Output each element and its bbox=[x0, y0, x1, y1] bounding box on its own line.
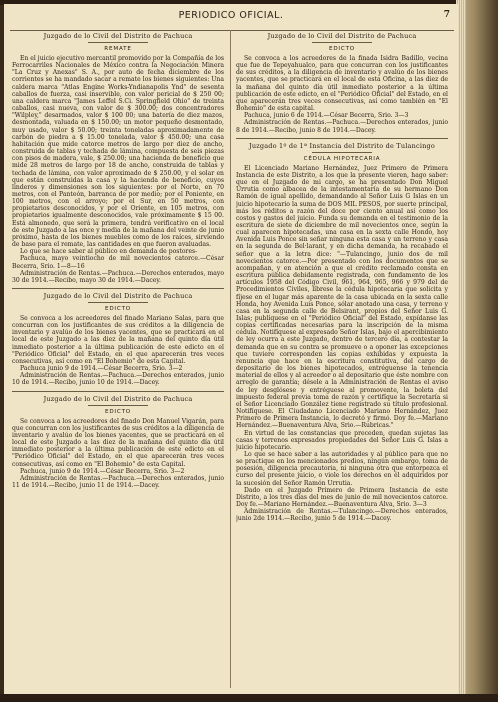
notice-signature: Pachuca, junio 9 de 1914.—César Becerra, Srio. 3—2 bbox=[20, 467, 185, 475]
court-heading: Juzgado 1º de 1ª Instancia del Distrito de Tulancingo bbox=[249, 141, 435, 150]
divider bbox=[88, 405, 148, 406]
divider bbox=[88, 42, 148, 43]
notice-label: EDICTO bbox=[328, 46, 356, 52]
column-divider bbox=[230, 30, 231, 688]
divider bbox=[88, 302, 148, 303]
notice-separator bbox=[12, 288, 224, 289]
divider bbox=[312, 152, 372, 153]
notice-label: REMATE bbox=[104, 46, 132, 52]
notice-receipt: Administración de Rentas.—Pachuca.—Derechos enterados, mayo 30 de 1914.—Recibo, mayo 30 de 1914.—Dacey. bbox=[12, 269, 224, 284]
notice-body: El Licenciado Mariano Hernández, Juez Primero de Primera Instancia de este Distrito, a los que la presente vieren, hago saber: que en el Juzgado de mi cargo, se ha presentado Don Miguel Urrutia como albacea de la intestamentaría de su hermano Don Ramón de igual apellido, demandando al Señor Luis G Islas en un juicio hipotecario la suma de DOS MIL PESOS, por suerte principal, más los réditos a razón del doce por ciento anual así como los costos y gastos del juicio. Funda su demanda en el testimonio de la escritura de siete de diciembre de mil novecientos once, según la cual aparecen hipotecadas, una casa en la sexta calle Hondo, hoy Avenida Luis Ponce sin señar ninguna esta casa y un terreno y casa en la segunda de Bel·larant, y en dicha demanda, ha recabado el señor que a la letra dice: "—Tulancingo, junio dos de mil novecientos catorce.—Por presentado con los documentos que se acompañan, y en atención a que el crédito reclamado consta en escritura pública debidamente registrada, con fundamento de los artículos 1958 del Código Civil, 961, 964, 965, 966 y 979 del de Procedimientos Civiles, líbrese la cédula hipotecaria que solicita y fíjese en el lugar más aparente de la casa ubicada en la sexta calle Honda, hoy Avenida Luis Ponce, sólar anotado una casa, y terreno y casa en la segunda calle de Belsirant, propios del Señor Luis G. Islas; publíquese en el "Periódico Oficial" del Estado, expídanse las copias certificadas necesarias para la inscripción de la misma cédula. Notifíquese al expresado Señor Islas, bajo el apercibimiento de ley ocurra a este Juzgado, dentro de tercero día, a contestar la demanda que en su contra se promueve o a oponer las excepciones que tuviere corresponden las copias exhibidas y expuesta la renuncia que hace en la escritura constitutiva, del cargo de depositario de los bienes hipotecados, entréguense la tenencia material de ellos y al acreedor o al depositario que éste nombre con arreglo de garantía; désele a la Administración de Rentas el aviso de ley desglósese y entréguese al promovente, la boleta del impuesto federal previa toma de razón y certifíque la Secretaría si el Señor Licenciado González tiene registrado su título profesional. Notifíquese. El Ciudadano Licenciado Mariano Hernández, Juez Primero de Primera Instancia, lo decretó y firmó. Doy fe.—Mariano Hernández.—Buenaventura Alva, Srio.—Rubricas." bbox=[236, 164, 448, 430]
notice-separator bbox=[236, 138, 448, 139]
court-heading: Juzgado de lo Civil del Distrito de Pachuca bbox=[267, 32, 417, 40]
newspaper-page bbox=[4, 4, 458, 694]
court-heading: Juzgado de lo Civil del Distrito de Pachuca bbox=[43, 394, 193, 403]
left-column bbox=[12, 30, 224, 690]
page-header bbox=[4, 10, 458, 26]
notice-separator bbox=[12, 391, 224, 392]
notice-receipt: Administración de Rentas.—Pachuca.—Derechos enterados, junio 11 de 1914.—Recibo, junio 11 de 1914.—Dacey. bbox=[12, 474, 224, 489]
page-number: 7 bbox=[443, 10, 450, 20]
notice-body: En virtud de las constancias que preceden, quedan sujetas las casas y terrenos expresados propiedades del Señor Luis G. Islas a juicio hipotecario. bbox=[236, 429, 448, 451]
notice-receipt: Administración de Rentas.—Tulancingo.—Derechos enterados, junio 2de 1914.—Recibo, junio 5 de 1914.—Dacey. bbox=[236, 508, 448, 523]
notice-body: Se convoca a los acreedores de la finada Isidra Badillo, vecina que fue de Tepeyahualco, para que concurran con los justificantes de sus créditos, a la diligencia de inventario y avalúo de los bienes yacentes, que se practicará en el local de esta Oficina, a las diez de la mañana del quinto día útil inmediato posterior a la última publicación de este edicto, en el "Periódico Oficial" del Estado, en el que aparecerán tres veces consecutivas, así como también en "El Bohemio" de esta capital. bbox=[236, 55, 448, 113]
notice-edicto-badillo bbox=[236, 32, 448, 134]
notice-signature: Pachuca, junio 6 de 1914.—César Becerra, Srio. 3—3 bbox=[244, 112, 409, 120]
newspaper-title: PERIODICO OFICIAL. bbox=[178, 10, 284, 21]
notice-label: EDICTO bbox=[104, 408, 132, 415]
notice-edicto-vigaran bbox=[12, 395, 224, 490]
notice-receipt: Administración de Rentas.—Pachuca.—Derechos enterados, junio 8 de 1914.—Recibo, junio 8 de 1914.—Dacey. bbox=[236, 119, 448, 134]
notice-body: Se convoca a los acreedores del finado Mariano Salas, para que concurran con los justificantes de sus créditos a la diligencia de inventario y avalúo de los bienes yacentes, que se practicará en el local de este Juzgado a las diez de la mañana del quinto día útil inmediato posterior a la última publicación de este edicto en el "Periódico Oficial" del Estado, en el que aparecerán tres veces consecutivas, así como en "El Bohemio" de esta Capital. bbox=[12, 315, 224, 365]
notice-receipt: Administración de Rentas.—Pachuca.—Derechos enterados, junio 10 de 1914.—Recibo, junio 10 de 1914.—Dacey. bbox=[12, 372, 224, 387]
notice-body: En el juicio ejecutivo mercantil promovido por la Compañía de los Ferrocarriles Nacionales de México contra la Negociación Minera "La Cruz y Anexas" S. A., por auto de fecha diciembre de los corrientes se ha mandado sacar a remate los bienes siguientes: Una caldera marca "Atlas Engine Works-Yndianapolis Ynd" de sesenta caballos de fuerza, casi inservible, con valor pericial de $ 250 00; una caldera marca "James Leffel S.Ci. Springfield Ohio" de treinta caballos, casi nueva, con valor de $ 300.00; dos concentradores "Wilpley," desarmados, valor $ 100 00; una batería de diez mazos, desmontada, valuada en $ 150.00; un motor pequeño desmontado, muy usado, valor $ 50.00; treinta toneladas aproximadamente de carbón de piedra a $ 15.00 tonelada, valor $ 450.00; una casa habitación que mide catorce metros de largo por diez de ancho, construida de tablas y techada de lámina, compuesta de seis piezas con pisos de madera, vale, $ 250.00; una hacienda de beneficio que mide 28 metros de largo por 18 de ancho, construida de tablas y techada de lámina, con valor aproximado de $ 250.00, y el solar en que están construidas la casa y la hacienda de beneficio, cuyos linderos y dimensiones son los siguientes: por el Norte, en 70 metros, con el Panteón, barranca de por medio; por el Poniente, en 100 metros, con el arroyo; por el Sur, en 50 metros, con propietarios desconocidos, y por el Oriente, en 105 metros, con propietarios igualmente desconocidos, vale próximamente $ 15 00. Está almonedo, que será la primera, tendrá verificativo en el local de este Juzgado a las once y media de la mañana del veinte de junio próximo, hasta de los bienes muebles como de los raíces, sirviendo de base para el remate, las cantidades en que fueron avaluadas. bbox=[12, 55, 224, 249]
notice-body: Se convoca a los acreedores del finado Don Manuel Vigarán, para que concurran con los justificantes de sus créditos a la diligencia de inventario y avalúo de los bienes yacentes, que se practicará en el local de este Juzgado a las diez de la mañana del quinto día útil inmediato posterior a la última publicación de este edicto en el "Periódico Oficial" del Estado, en el que aparecerán tres veces consecutivas, así como en "El Bohemio" de esta Capital. bbox=[12, 417, 224, 468]
court-heading: Juzgado de lo Civil del Distrito de Pachuca bbox=[43, 292, 193, 300]
notice-body: Lo que se hace saber al público en demanda de postores- bbox=[20, 248, 198, 256]
notice-cedula-hipotecaria bbox=[236, 142, 448, 523]
notice-signature: Pachuca, mayo veintiocho de mil novecientos catorce.—César Becerra, Srio. 1—8—16 bbox=[12, 255, 224, 270]
notice-body: Lo que se hace saber a las autoridades y al público para que no se practique en los mencionados predios, ningún embargo, toma de posesión, diligencia precautoria, ni ninguna otra que entorpezca el curso del presente juicio, o viole los derechos en él adquiridos por la sucesión del Señor Ramón Urrutia. bbox=[236, 450, 448, 487]
notice-edicto-salas bbox=[12, 292, 224, 387]
court-heading: Juzgado de lo Civil del Distrito de Pachuca bbox=[43, 32, 193, 40]
notice-signature: Pachuca junio 9 de 1914.—César Becerra, Srio. 3—2 bbox=[20, 365, 183, 373]
divider bbox=[312, 42, 372, 43]
notice-signature: Dado en el Juzgado Primero de Primera Instancia de este Distrito, a los tres días del mes de junio de mil novecientos catorce. Doy fe.—Mariano Hernández.—Buenaventura Alva, Srio. 3—3 bbox=[236, 486, 448, 509]
notice-remate bbox=[12, 32, 224, 284]
notice-label: EDICTO bbox=[104, 306, 132, 312]
book-edge-bottom bbox=[0, 694, 498, 702]
notice-label: CÉDULA HIPOTECARIA bbox=[303, 155, 381, 162]
right-column bbox=[236, 30, 448, 690]
book-spine bbox=[462, 0, 498, 702]
